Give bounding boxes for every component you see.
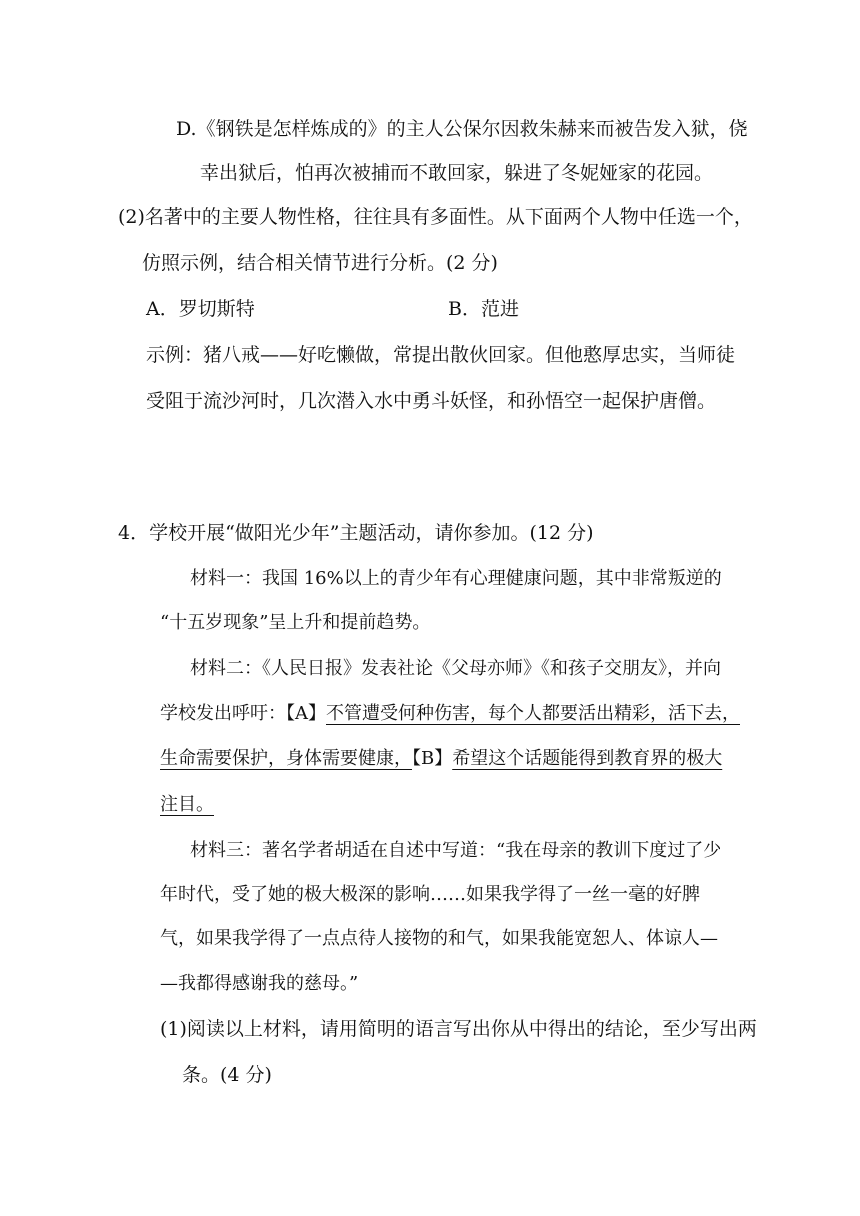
material-2-line-4 (160, 792, 214, 818)
material-3-line-2: 年时代，受了她的极大极深的影响……如果我学得了一丝一毫的好脾 (160, 884, 700, 905)
material-2-line-1: 材料二：《人民日报》发表社论《父母亦师》《和孩子交朋友》，并向 (190, 658, 721, 679)
question-2-line-1: (2)名著中的主要人物性格，往往具有多面性。从下面两个人物中任选一个， (118, 206, 753, 228)
marker-b: 【B】 (412, 748, 453, 769)
material-1-line-2: “十五岁现象”呈上升和提前趋势。 (160, 612, 431, 633)
example-line-2: 受阻于流沙河时，几次潜入水中勇斗妖怪，和孙悟空一起保护唐僧。 (146, 390, 717, 412)
option-d-line-1: D.《钢铁是怎样炼成的》的主人公保尔因救朱赫来而被告发入狱，侥 (176, 118, 748, 140)
underlined-sentence-b-cont: 注目。 (160, 794, 214, 815)
question-4-title: 4．学校开展“做阳光少年”主题活动，请你参加。(12 分) (118, 522, 594, 544)
material-3-line-3: 气，如果我学得了一点点待人接物的和气，如果我能宽恕人、体谅人— (160, 928, 718, 949)
underlined-sentence-a: 不管遭受何种伤害，每个人都要活出精彩，活下去， (326, 703, 740, 724)
sub-question-1-line-1: (1)阅读以上材料，请用简明的语言写出你从中得出的结论，至少写出两 (160, 1018, 757, 1040)
option-d-line-2: 幸出狱后，怕再次被捕而不敢回家，躲进了冬妮娅家的花园。 (200, 162, 714, 184)
example-line-1: 示例：猪八戒——好吃懒做，常提出散伙回家。但他憨厚忠实，当师徒 (146, 344, 736, 366)
underlined-sentence-b: 希望这个话题能得到教育界的极大 (452, 748, 723, 769)
material-2-line-3 (160, 746, 722, 772)
material-3-line-4: —我都得感谢我的慈母。” (160, 973, 359, 994)
material-2-line-2 (160, 701, 740, 727)
underlined-sentence-a-cont: 生命需要保护，身体需要健康， (160, 748, 412, 769)
question-2-line-2: 仿照示例，结合相关情节进行分析。(2 分) (142, 252, 498, 274)
material-3-line-1: 材料三：著名学者胡适在自述中写道：“我在母亲的教训下度过了少 (190, 840, 722, 861)
option-a: A．罗切斯特 (146, 298, 255, 320)
material-2-prefix: 学校发出呼吁： (160, 703, 286, 724)
option-b: B．范进 (448, 298, 519, 320)
material-1-line-1: 材料一：我国 16%以上的青少年有心理健康问题，其中非常叛逆的 (190, 568, 722, 589)
sub-question-1-line-2: 条。(4 分) (182, 1064, 272, 1086)
marker-a: 【A】 (286, 703, 326, 724)
